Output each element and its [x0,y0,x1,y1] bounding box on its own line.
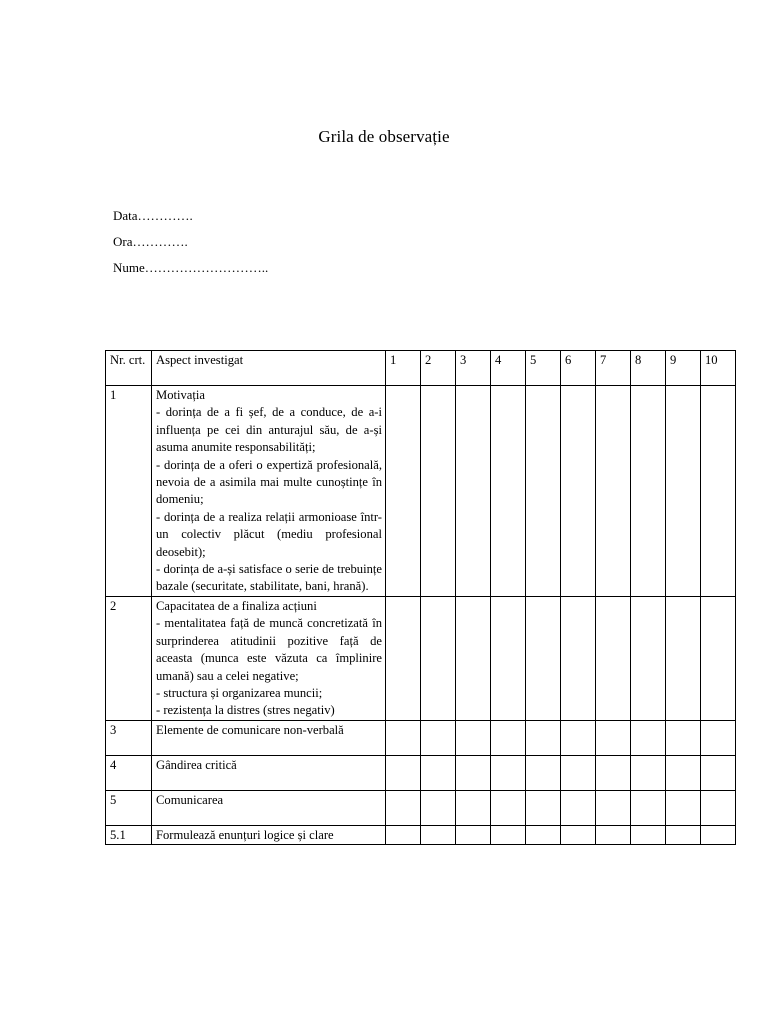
score-cell-7[interactable] [596,755,631,790]
score-cell-5[interactable] [526,825,561,844]
aspect-detail: - structura și organizarea muncii; [156,685,323,700]
score-cell-9[interactable] [666,720,701,755]
table-header-row [106,351,736,386]
score-cell-3[interactable] [456,755,491,790]
score-cell-4[interactable] [491,790,526,825]
page-title: Grila de observație [318,127,450,146]
row-aspect [152,596,386,720]
score-cell-3[interactable] [456,596,491,720]
header-score-6: 6 [561,351,596,386]
row-aspect [152,825,386,844]
table-row [106,790,736,825]
score-cell-1[interactable] [386,755,421,790]
header-score-8: 8 [631,351,666,386]
score-cell-1[interactable] [386,386,421,597]
score-cell-3[interactable] [456,790,491,825]
score-cell-2[interactable] [421,825,456,844]
score-cell-7[interactable] [596,790,631,825]
header-score-7: 7 [596,351,631,386]
score-cell-2[interactable] [421,386,456,597]
score-cell-6[interactable] [561,825,596,844]
time-field: Ora…………. [113,234,188,249]
score-cell-5[interactable] [526,755,561,790]
aspect-title: Gândirea critică [156,757,237,772]
score-cell-10[interactable] [701,720,736,755]
score-cell-8[interactable] [631,790,666,825]
score-cell-10[interactable] [701,596,736,720]
score-cell-6[interactable] [561,596,596,720]
score-cell-5[interactable] [526,720,561,755]
score-cell-9[interactable] [666,790,701,825]
score-cell-7[interactable] [596,596,631,720]
table-row [106,386,736,597]
score-cell-1[interactable] [386,790,421,825]
aspect-title: Elemente de comunicare non-verbală [156,722,344,737]
score-cell-5[interactable] [526,386,561,597]
aspect-title: Capacitatea de a finaliza acțiuni [156,598,317,613]
aspect-detail: - dorința de a realiza relații armonioase într-un colectiv plăcut (mediu profesional deosebit); [156,509,382,559]
score-cell-4[interactable] [491,386,526,597]
header-score-4: 4 [491,351,526,386]
row-aspect [152,755,386,790]
aspect-detail: - rezistența la distres (stres negativ) [156,703,335,718]
score-cell-8[interactable] [631,720,666,755]
score-cell-9[interactable] [666,386,701,597]
row-aspect [152,386,386,597]
score-cell-10[interactable] [701,790,736,825]
row-number: 5.1 [106,825,152,844]
score-cell-7[interactable] [596,825,631,844]
table-row [106,720,736,755]
row-number: 2 [106,596,152,720]
score-cell-8[interactable] [631,755,666,790]
score-cell-9[interactable] [666,755,701,790]
aspect-title: Comunicarea [156,792,224,807]
score-cell-4[interactable] [491,755,526,790]
score-cell-10[interactable] [701,825,736,844]
header-score-2: 2 [421,351,456,386]
table-row [106,755,736,790]
score-cell-2[interactable] [421,790,456,825]
score-cell-4[interactable] [491,720,526,755]
meta-fields [113,203,268,281]
row-aspect [152,790,386,825]
header-score-9: 9 [666,351,701,386]
score-cell-7[interactable] [596,720,631,755]
header-score-1: 1 [386,351,421,386]
score-cell-1[interactable] [386,596,421,720]
score-cell-6[interactable] [561,755,596,790]
score-cell-8[interactable] [631,596,666,720]
name-field: Nume……………………….. [113,260,269,275]
row-number: 3 [106,720,152,755]
row-number: 1 [106,386,152,597]
row-aspect [152,720,386,755]
score-cell-2[interactable] [421,596,456,720]
score-cell-1[interactable] [386,720,421,755]
score-cell-3[interactable] [456,720,491,755]
score-cell-8[interactable] [631,386,666,597]
date-field: Data…………. [113,208,193,223]
score-cell-8[interactable] [631,825,666,844]
score-cell-9[interactable] [666,596,701,720]
score-cell-5[interactable] [526,596,561,720]
score-cell-3[interactable] [456,825,491,844]
score-cell-4[interactable] [491,596,526,720]
score-cell-9[interactable] [666,825,701,844]
score-cell-5[interactable] [526,790,561,825]
header-score-5: 5 [526,351,561,386]
header-aspect: Aspect investigat [152,351,386,386]
score-cell-6[interactable] [561,386,596,597]
aspect-detail: - mentalitatea față de muncă concretizată în surprinderea atitudinii pozitive față de aceasta (munca este văzuta ca împlinire umană) sau a celei negative; [156,616,382,683]
aspect-detail: - dorința de a fi șef, de a conduce, de a-i influența pe cei din anturajul său, de a-și asuma anumite responsabilități; [156,405,382,455]
header-nr: Nr. crt. [106,351,152,386]
aspect-detail: - dorința de a oferi o expertiză profesională, nevoia de a asimila mai multe cunoștințe în domeniu; [156,457,382,507]
aspect-detail: - dorința de a-și satisface o serie de trebuințe bazale (securitate, stabilitate, bani, hrană). [156,562,382,594]
score-cell-3[interactable] [456,386,491,597]
header-score-10: 10 [701,351,736,386]
score-cell-6[interactable] [561,790,596,825]
table-row [106,596,736,720]
row-number: 5 [106,790,152,825]
score-cell-6[interactable] [561,720,596,755]
score-cell-2[interactable] [421,755,456,790]
score-cell-10[interactable] [701,755,736,790]
aspect-title: Motivația [156,388,205,402]
aspect-title: Formulează enunțuri logice și clare [156,827,334,842]
score-cell-7[interactable] [596,386,631,597]
score-cell-2[interactable] [421,720,456,755]
header-score-3: 3 [456,351,491,386]
score-cell-10[interactable] [701,386,736,597]
score-cell-1[interactable] [386,825,421,844]
table-row [106,825,736,844]
score-cell-4[interactable] [491,825,526,844]
observation-table [105,350,736,845]
row-number: 4 [106,755,152,790]
